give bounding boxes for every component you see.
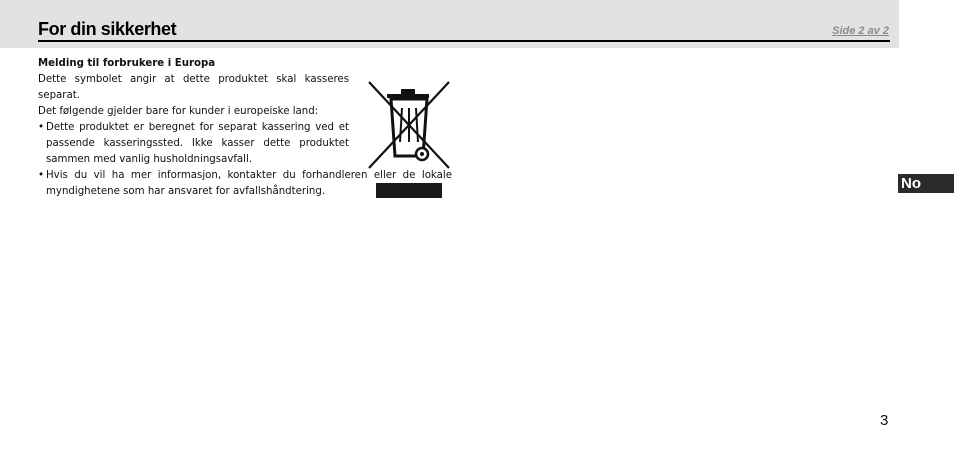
paragraph-1: Dette symbolet angir at dette produktet skal kasseres separat. [38,74,349,101]
crossed-out-wheelie-bin-icon [367,80,451,170]
page-title: For din sikkerhet [38,19,177,39]
bullet-item: • Hvis du vil ha mer informasjon, kontakter du forhandleren eller de lokale myndighetene som har ansvaret for avfallshåndtering. [38,168,452,200]
paragraph-2: Det følgende gjelder bare for kunder i europeiske land: [38,106,319,117]
weee-bar [376,183,442,198]
bullet-item: • Dette produktet er beregnet for separat kassering ved et passende kasseringssted. Ikke kasser dette produktet sammen med vanlig husholdningsavfall. [38,120,349,168]
page-indicator: Side 2 av 2 [832,25,889,37]
header-rule [38,40,890,42]
section-heading: Melding til forbrukere i Europa [38,58,216,69]
page-number: 3 [880,412,889,429]
language-tab: No [898,174,954,193]
